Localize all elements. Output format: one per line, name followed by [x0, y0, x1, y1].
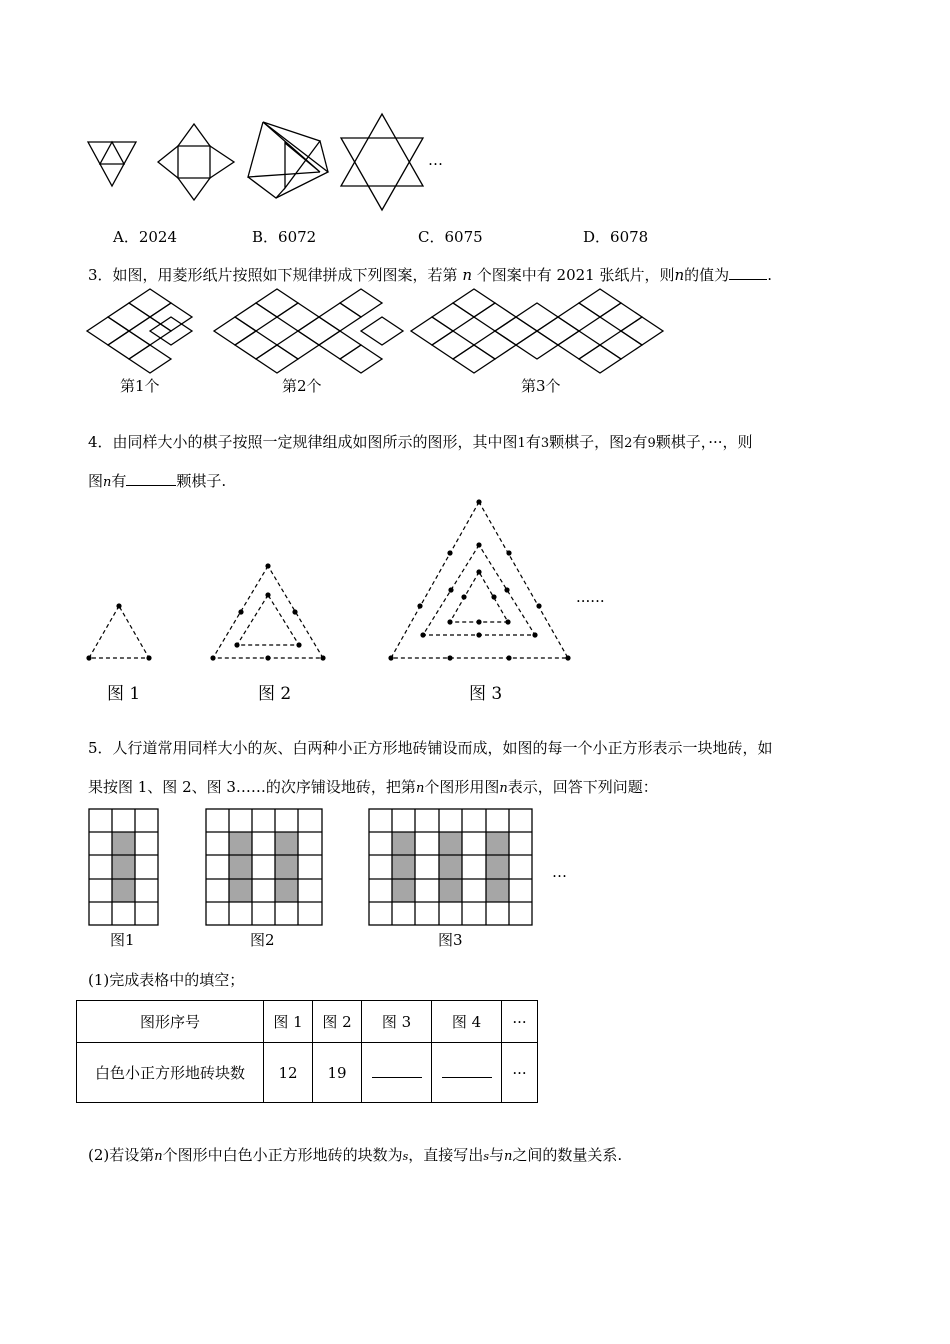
table-header-fig2: 图 2 — [313, 1001, 362, 1043]
q2-hexagram-shape — [341, 114, 423, 186]
q5-caption-1: 图1 — [110, 931, 135, 949]
q3-question-text: 3．如图，用菱形纸片按照如下规律拼成下列图案，若第 n 个图案中有 2021 张纸片，则n的值为 . — [88, 266, 772, 284]
q2-triangle-inner — [100, 142, 124, 164]
q3-pattern-3 — [411, 289, 663, 373]
q4-caption-3: 图 3 — [469, 684, 503, 704]
q3-caption-3: 第3个 — [521, 377, 561, 395]
q5-caption-2: 图2 — [250, 931, 275, 949]
q2-option-d[interactable]: D．6078 — [583, 228, 649, 246]
q2-figures — [0, 0, 950, 220]
table-row-label: 白色小正方形地砖块数 — [77, 1043, 264, 1103]
table-header-dots: ··· — [502, 1001, 538, 1043]
table-value-fig1: 12 — [264, 1043, 313, 1103]
table-value-dots: ··· — [502, 1043, 538, 1103]
q5-caption-3: 图3 — [438, 931, 463, 949]
q2-pentagram-shape — [263, 122, 320, 188]
table-blank-fig3[interactable] — [362, 1043, 432, 1103]
q2-square-shape — [178, 146, 210, 178]
q5-question-line2: 果按图 1、图 2、图 3……的次序铺设地砖，把第n个图形用图n表示，回答下列问题： — [88, 778, 658, 796]
q4-answer-blank[interactable] — [126, 471, 176, 486]
q4-question-line1: 4．由同样大小的棋子按照一定规律组成如图所示的图形，其中图1有3颗棋子，图2有9颗棋子，···，则 — [88, 433, 753, 451]
table-header-fig3: 图 3 — [362, 1001, 432, 1043]
q4-caption-2: 图 2 — [258, 684, 292, 704]
q5-part1-text: (1)完成表格中的填空； — [88, 971, 245, 989]
table-header-label: 图形序号 — [77, 1001, 264, 1043]
q4-dots: ...... — [576, 588, 605, 606]
q2-option-b[interactable]: B．6072 — [252, 228, 317, 246]
q4-caption-1: 图 1 — [107, 684, 141, 704]
q3-pattern-2 — [214, 289, 403, 373]
q2-ellipsis: … — [428, 151, 443, 169]
q4-question-line2: 图n有 颗棋子. — [88, 472, 227, 490]
table-header-fig4: 图 4 — [432, 1001, 502, 1043]
q2-option-a[interactable]: A．2024 — [113, 228, 178, 246]
table-header-fig1: 图 1 — [264, 1001, 313, 1043]
q3-caption-2: 第2个 — [282, 377, 322, 395]
q5-question-line1: 5．人行道常用同样大小的灰、白两种小正方形地砖铺设而成，如图的每一个小正方形表示一块地砖，如 — [88, 739, 773, 757]
q5-tile-grids — [0, 808, 950, 938]
table-blank-fig4[interactable] — [432, 1043, 502, 1103]
q3-answer-blank[interactable] — [729, 265, 767, 280]
q4-dot-triangles — [0, 495, 950, 695]
q5-ellipsis: … — [552, 863, 567, 881]
q5-fill-table — [76, 1000, 538, 1103]
q3-caption-1: 第1个 — [120, 377, 160, 395]
q3-pattern-1 — [87, 289, 192, 373]
table-value-fig2: 19 — [313, 1043, 362, 1103]
q2-option-c[interactable]: C．6075 — [418, 228, 483, 246]
q5-part2-text: (2)若设第n个图形中白色小正方形地砖的块数为s，直接写出s与n之间的数量关系. — [88, 1146, 623, 1164]
